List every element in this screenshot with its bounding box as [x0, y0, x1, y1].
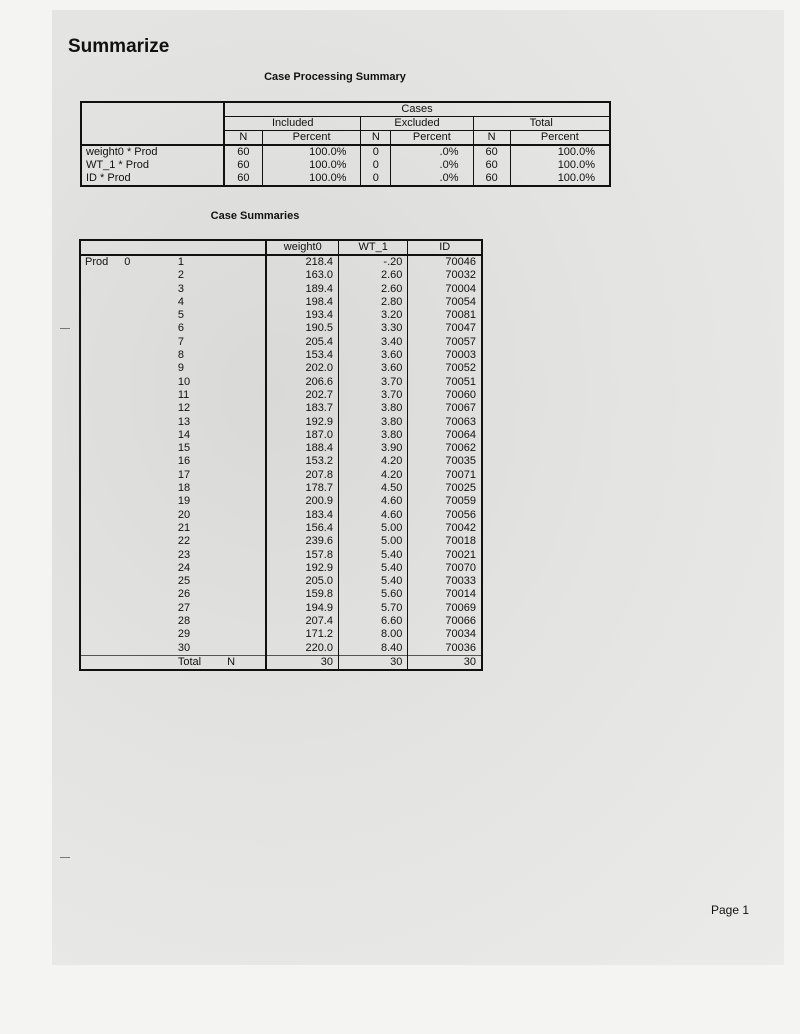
table-row — [80, 296, 482, 309]
table-cell: 183.7 — [266, 402, 338, 415]
table-row — [80, 549, 482, 562]
table-cell: 6.60 — [338, 615, 407, 628]
table-cell: .0% — [391, 172, 473, 186]
table-cell: 206.6 — [266, 376, 338, 389]
table-cell: 200.9 — [266, 495, 338, 508]
margin-mark — [60, 328, 70, 329]
table-cell: 202.0 — [266, 362, 338, 375]
case-number: 30 — [177, 641, 191, 654]
table-cell: .0% — [391, 145, 473, 159]
page-number: Page 1 — [711, 903, 750, 917]
table-cell: 187.0 — [266, 429, 338, 442]
table-row — [81, 145, 610, 159]
table-cell: 3.70 — [338, 389, 407, 402]
case-number: 19 — [177, 495, 191, 508]
group-cell — [80, 535, 162, 548]
table-corner — [81, 102, 224, 145]
table-cell: 70059 — [408, 495, 482, 508]
column-header: N — [224, 131, 262, 146]
case-number: 13 — [177, 415, 191, 428]
group-cell — [80, 362, 162, 375]
table-cell: 190.5 — [266, 322, 338, 335]
table-cell: 8.00 — [338, 628, 407, 641]
table-row — [80, 469, 482, 482]
group-cell — [80, 322, 162, 335]
case-number: 20 — [177, 508, 191, 521]
table-cell: 163.0 — [266, 269, 338, 282]
table-cell: 220.0 — [266, 642, 338, 656]
total-label-cell — [162, 655, 267, 670]
table-cell: 3.80 — [338, 402, 407, 415]
table-cell: 70067 — [408, 402, 482, 415]
table-cell: 192.9 — [266, 562, 338, 575]
group-cell — [80, 469, 162, 482]
table-cell: 3.70 — [338, 376, 407, 389]
table-row — [80, 362, 482, 375]
table-cell: 70033 — [408, 575, 482, 588]
group-cell — [80, 376, 162, 389]
case-number: 6 — [177, 322, 184, 335]
table-cell: 0 — [361, 159, 391, 172]
table-cell: 3.20 — [338, 309, 407, 322]
row-label: ID * Prod — [81, 172, 224, 186]
table-cell: 70081 — [408, 309, 482, 322]
group-label: Prod — [85, 256, 109, 268]
table-cell: 3.60 — [338, 349, 407, 362]
group-cell — [80, 336, 162, 349]
table-cell: 2.60 — [338, 283, 407, 296]
table-row — [80, 509, 482, 522]
table-row — [80, 482, 482, 495]
table-cell: 30 — [266, 655, 338, 670]
table-cell: 70056 — [408, 509, 482, 522]
column-header: N — [473, 131, 510, 146]
table-cell: 70066 — [408, 615, 482, 628]
table-cell: 70069 — [408, 602, 482, 615]
table-cell: 70021 — [408, 549, 482, 562]
table-cell: 30 — [338, 655, 407, 670]
table-cell: .0% — [391, 159, 473, 172]
case-number: 10 — [177, 375, 191, 388]
case-number: 17 — [177, 468, 191, 481]
group-cell — [80, 655, 162, 670]
table-row — [80, 336, 482, 349]
table-cell: 70025 — [408, 482, 482, 495]
table-row — [80, 376, 482, 389]
case-number: 3 — [177, 282, 184, 295]
table-row — [80, 455, 482, 468]
case-number: 4 — [177, 295, 184, 308]
table-cell: 70036 — [408, 642, 482, 656]
table-cell: 70047 — [408, 322, 482, 335]
table-cell: 70063 — [408, 416, 482, 429]
case-number: 22 — [177, 535, 191, 548]
table-cell: 70052 — [408, 362, 482, 375]
case-number: 24 — [177, 561, 191, 574]
table-cell: 70062 — [408, 442, 482, 455]
table-cell: 70057 — [408, 336, 482, 349]
table-cell: 60 — [473, 172, 510, 186]
page-title: Summarize — [68, 36, 170, 57]
table-row — [80, 429, 482, 442]
table-cell: 156.4 — [266, 522, 338, 535]
table-cell: 5.40 — [338, 549, 407, 562]
column-header: Percent — [391, 131, 473, 146]
table-cell: 100.0% — [262, 172, 361, 186]
table-row — [81, 172, 610, 186]
table-cell: 4.20 — [338, 455, 407, 468]
table-cell: 157.8 — [266, 549, 338, 562]
subgroup-header-total: Total — [473, 117, 610, 131]
table-cell: 3.90 — [338, 442, 407, 455]
table-cell: 3.30 — [338, 322, 407, 335]
table-cell: 194.9 — [266, 602, 338, 615]
table-row — [80, 562, 482, 575]
case-number: 2 — [177, 269, 184, 282]
table-cell: 159.8 — [266, 588, 338, 601]
table-cell: 70032 — [408, 269, 482, 282]
table-cell: 70035 — [408, 455, 482, 468]
table-cell: 193.4 — [266, 309, 338, 322]
column-header: Percent — [510, 131, 610, 146]
table-cell: 207.8 — [266, 469, 338, 482]
column-header-wt-1: WT_1 — [338, 240, 407, 255]
table-cell: 100.0% — [262, 159, 361, 172]
case-processing-summary-table — [80, 101, 611, 187]
table-cell: -.20 — [338, 255, 407, 269]
column-header-weight0: weight0 — [266, 240, 338, 255]
table-corner — [80, 240, 266, 255]
subgroup-header-included: Included — [224, 117, 361, 131]
table-cell: 4.60 — [338, 509, 407, 522]
group-cell — [80, 615, 162, 628]
table-cell: 60 — [473, 159, 510, 172]
table-row — [81, 159, 610, 172]
table-cell: 70054 — [408, 296, 482, 309]
case-summaries-table — [79, 239, 483, 671]
table-cell: 218.4 — [266, 255, 338, 269]
group-cell — [80, 309, 162, 322]
table-row — [80, 283, 482, 296]
table-cell: 3.60 — [338, 362, 407, 375]
cases-group-header: Cases — [224, 102, 610, 117]
table-cell: 100.0% — [510, 159, 610, 172]
group-value: 0 — [124, 256, 131, 268]
table-cell: 70004 — [408, 283, 482, 296]
table-cell: 3.40 — [338, 336, 407, 349]
case-number: 11 — [177, 388, 190, 401]
group-cell — [80, 269, 162, 282]
table-row — [80, 322, 482, 335]
table-cell: 70014 — [408, 588, 482, 601]
table-cell: 5.00 — [338, 535, 407, 548]
row-label: WT_1 * Prod — [81, 159, 224, 172]
group-cell — [80, 402, 162, 415]
table-cell: 171.2 — [266, 628, 338, 641]
table-cell: 70003 — [408, 349, 482, 362]
group-cell — [80, 549, 162, 562]
case-number: 8 — [177, 349, 184, 362]
row-label: weight0 * Prod — [81, 145, 224, 159]
table-row — [80, 349, 482, 362]
table-cell: 0 — [361, 145, 391, 159]
table-cell: 3.80 — [338, 416, 407, 429]
group-cell — [80, 602, 162, 615]
table-row — [80, 602, 482, 615]
total-row — [80, 655, 482, 670]
table-row — [80, 416, 482, 429]
case-processing-summary-caption: Case Processing Summary — [264, 71, 406, 83]
margin-mark — [60, 857, 70, 858]
case-number: 27 — [177, 601, 191, 614]
case-summaries-caption: Case Summaries — [210, 210, 300, 222]
table-cell: 4.60 — [338, 495, 407, 508]
case-number: 9 — [177, 362, 184, 375]
table-cell: 70042 — [408, 522, 482, 535]
table-cell: 2.60 — [338, 269, 407, 282]
table-row — [80, 402, 482, 415]
table-cell: 70046 — [408, 255, 482, 269]
case-number: 14 — [177, 428, 191, 441]
case-number: 15 — [177, 442, 191, 455]
case-number: 23 — [177, 548, 191, 561]
table-cell: 5.40 — [338, 562, 407, 575]
table-cell: 5.70 — [338, 602, 407, 615]
group-cell — [80, 416, 162, 429]
table-cell: 4.50 — [338, 482, 407, 495]
case-number: 7 — [177, 335, 184, 348]
table-cell: 100.0% — [510, 172, 610, 186]
case-number: 21 — [177, 521, 191, 534]
table-cell: 4.20 — [338, 469, 407, 482]
table-cell: 70064 — [408, 429, 482, 442]
table-cell: 60 — [224, 145, 262, 159]
table-cell: 202.7 — [266, 389, 338, 402]
table-cell: 153.4 — [266, 349, 338, 362]
table-row — [80, 628, 482, 641]
table-row — [80, 535, 482, 548]
table-cell: 183.4 — [266, 509, 338, 522]
group-cell — [80, 283, 162, 296]
table-cell: 205.0 — [266, 575, 338, 588]
table-row — [80, 389, 482, 402]
table-cell: 192.9 — [266, 416, 338, 429]
table-cell: 205.4 — [266, 336, 338, 349]
group-cell — [80, 642, 162, 656]
column-header: Percent — [262, 131, 361, 146]
table-cell: 60 — [224, 172, 262, 186]
table-cell: 70070 — [408, 562, 482, 575]
case-number: 16 — [177, 455, 191, 468]
table-cell: 100.0% — [262, 145, 361, 159]
group-cell — [80, 562, 162, 575]
table-cell: 207.4 — [266, 615, 338, 628]
table-cell: 239.6 — [266, 535, 338, 548]
table-cell: 2.80 — [338, 296, 407, 309]
table-cell: 178.7 — [266, 482, 338, 495]
group-cell — [80, 296, 162, 309]
table-cell: 188.4 — [266, 442, 338, 455]
group-cell — [80, 429, 162, 442]
group-cell — [80, 509, 162, 522]
case-number: 18 — [177, 482, 191, 495]
case-number: 25 — [177, 575, 191, 588]
group-cell — [80, 495, 162, 508]
group-cell — [80, 389, 162, 402]
group-cell — [80, 522, 162, 535]
table-cell: 100.0% — [510, 145, 610, 159]
total-label: Total — [177, 655, 202, 668]
case-number: 12 — [177, 402, 191, 415]
group-cell — [80, 442, 162, 455]
group-cell — [80, 482, 162, 495]
group-cell — [80, 455, 162, 468]
table-row — [80, 269, 482, 282]
total-stat: N — [227, 655, 236, 668]
case-number: 29 — [177, 628, 191, 641]
case-number: 5 — [177, 309, 184, 322]
case-number: 28 — [177, 615, 191, 628]
group-cell — [80, 255, 162, 269]
table-cell: 153.2 — [266, 455, 338, 468]
table-row — [80, 522, 482, 535]
table-row — [80, 615, 482, 628]
table-cell: 5.00 — [338, 522, 407, 535]
group-cell — [80, 349, 162, 362]
column-header: N — [361, 131, 391, 146]
table-cell: 70051 — [408, 376, 482, 389]
table-cell: 70071 — [408, 469, 482, 482]
group-cell — [80, 628, 162, 641]
table-cell: 3.80 — [338, 429, 407, 442]
table-row — [80, 255, 482, 269]
table-cell: 30 — [408, 655, 482, 670]
table-cell: 189.4 — [266, 283, 338, 296]
case-number: 26 — [177, 588, 191, 601]
table-cell: 5.40 — [338, 575, 407, 588]
group-cell — [80, 575, 162, 588]
table-cell: 8.40 — [338, 642, 407, 656]
group-cell — [80, 588, 162, 601]
table-row — [80, 588, 482, 601]
table-cell: 60 — [473, 145, 510, 159]
table-cell: 70018 — [408, 535, 482, 548]
table-cell: 70060 — [408, 389, 482, 402]
table-row — [80, 309, 482, 322]
table-row — [80, 575, 482, 588]
table-cell: 5.60 — [338, 588, 407, 601]
table-cell: 60 — [224, 159, 262, 172]
table-cell: 198.4 — [266, 296, 338, 309]
case-number: 1 — [162, 255, 267, 269]
table-row — [80, 642, 482, 656]
table-cell: 0 — [361, 172, 391, 186]
column-header-id: ID — [408, 240, 482, 255]
subgroup-header-excluded: Excluded — [361, 117, 473, 131]
table-cell: 70034 — [408, 628, 482, 641]
table-row — [80, 495, 482, 508]
table-row — [80, 442, 482, 455]
